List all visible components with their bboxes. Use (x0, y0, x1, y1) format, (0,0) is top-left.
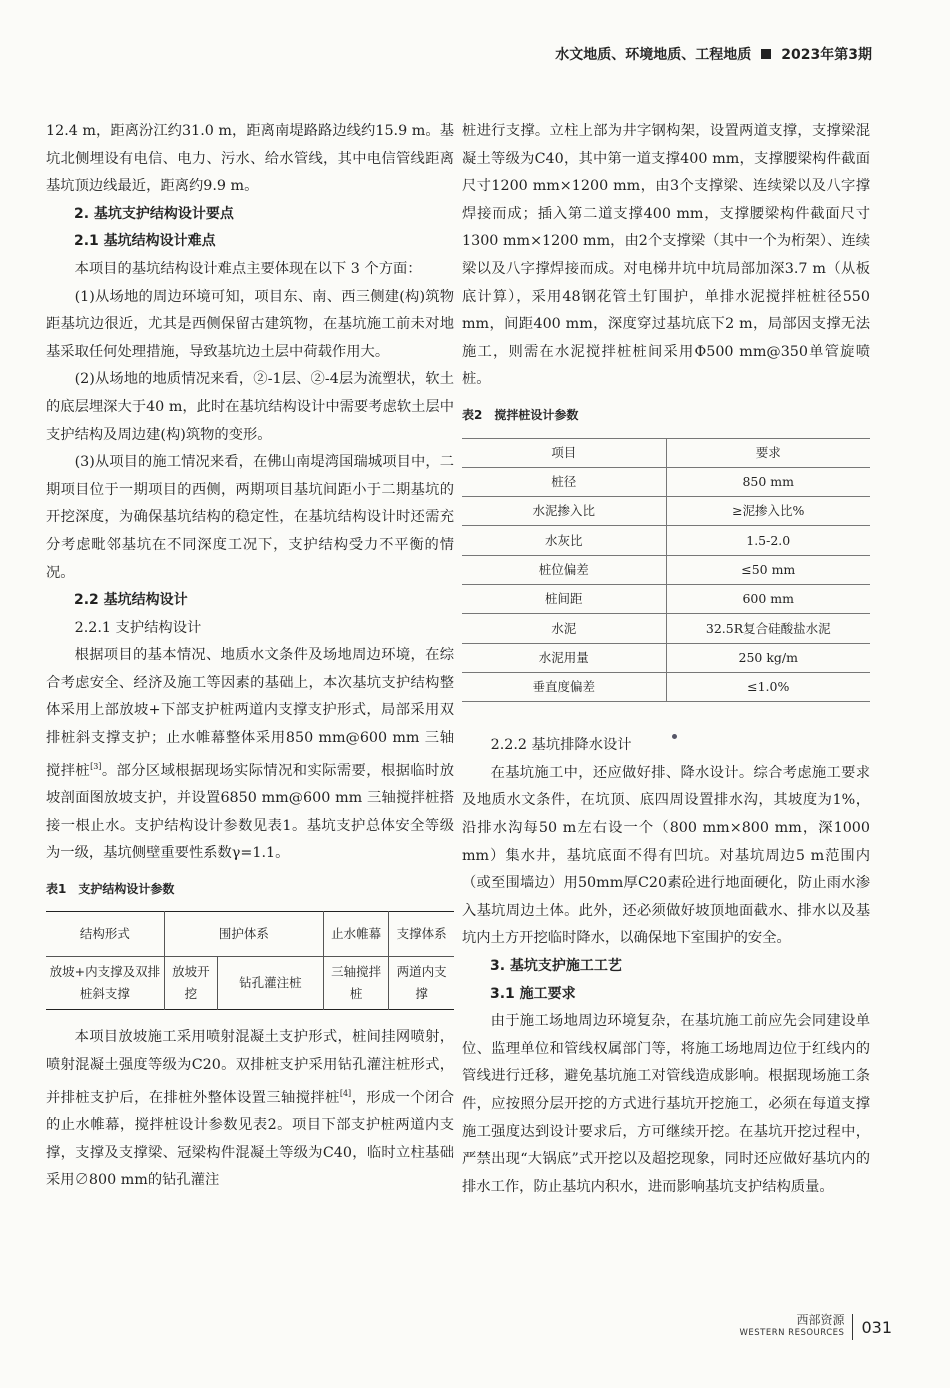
table-cell: 钻孔灌注桩 (217, 957, 323, 1010)
table-row: 水泥 32.5R复合硅酸盐水泥 (462, 614, 870, 643)
speck-mark (672, 734, 677, 739)
table-cell: 放坡开挖 (164, 957, 217, 1010)
paragraph: 本项目放坡施工采用喷射混凝土支护形式，桩间挂网喷射，喷射混凝土强度等级为C20。双排桩支护采用钻孔灌注桩形式，并排桩支护后，在排桩外整体设置三轴搅拌桩[4]，形成一个闭合的止水帷幕，搅拌桩设计参数见表2。项目下部支护桩两道内支撑，支撑及支撑梁、冠梁构件混凝土等级为C40，临时立柱基础采用∅800 mm的钻孔灌注 (46, 1029, 455, 1189)
table-header-cell: 围护体系 (164, 912, 323, 957)
page-footer (739, 1314, 892, 1340)
table-row: 桩间距 600 mm (462, 585, 870, 614)
brand-en: WESTERN RESOURCES (739, 1328, 845, 1338)
table-row: 桩径 850 mm (462, 467, 870, 496)
subsubsection-heading: 2.2.1 支护结构设计 (74, 619, 202, 636)
paragraph: 在基坑施工中，还应做好排、降水设计。综合考虑施工要求及地质水文条件，在坑顶、底四周设置排水沟，其坡度为1%，沿排水沟每50 m左右设一个（800 mm×800 mm，深1000 mm）集水井，基坑底面不得有凹坑。对基坑周边5 m范围内（或至围墙边）用50mm厚C20素砼进行地面硬化，防止雨水渗入基坑周边土体。此外，还必须做好坡顶地面截水、排水以及基坑内土方开挖临时降水，以确保地下室围护的安全。 (462, 764, 870, 947)
divider (852, 1314, 853, 1340)
paragraph: 桩进行支撑。立柱上部为井字钢构架，设置两道支撑，支撑梁混凝土等级为C40，其中第一道支撑400 mm，支撑腰梁构件截面尺寸1200 mm×1200 mm，由3个支撑梁、连续梁以及八字撑焊接而成；插入第二道支撑400 mm，支撑腰梁构件截面尺寸1300 mm×1200 mm，由2个支撑梁（其中一个为桁架）、连续梁以及八字撑焊接而成。对电梯井坑中坑局部加深3.7 m（从板底计算），采用48钢花管土钉围护，单排水泥搅拌桩桩径550 mm，间距400 mm，深度穿过基坑底下2 m，局部因支撑无法施工，则需在水泥搅拌桩桩间采用Φ500 mm@350单管旋喷桩。 (462, 123, 870, 388)
left-column (46, 118, 454, 1195)
citation-ref[interactable]: [3] (90, 761, 102, 771)
table-row: 水泥掺入比 ≥泥掺入比% (462, 497, 870, 526)
citation-ref[interactable]: [4] (339, 1088, 352, 1098)
paragraph: 12.4 m，距离汾江约31.0 m，距离南堤路路边线约15.9 m。基坑北侧埋设有电信、电力、污水、给水管线，其中电信管线距离基坑顶边线最近，距离约9.9 m。 (46, 123, 454, 195)
journal-section: 水文地质、环境地质、工程地质 (555, 47, 752, 63)
table-header-cell: 项目 (462, 438, 666, 467)
paragraph: 根据项目的基本情况、地质水文条件及场地周边环境，在综合考虑安全、经济及施工等因素的基础上，本次基坑支护结构整体采用上部放坡+下部支护桩两道内支撑支护形式，局部采用双排桩斜支撑支护；止水帷幕整体采用850 mm@600 mm 三轴搅拌桩[3]。部分区域根据现场实际情况和实际需要，根据临时放坡剖面图放坡支护，并设置6850 mm@600 mm 三轴搅拌桩搭接一根止水。支护结构设计参数见表1。基坑支护总体安全等级为一级，基坑侧壁重要性系数γ=1.1。 (46, 647, 455, 862)
square-bullet-icon (761, 49, 771, 59)
table-header-cell: 支撑体系 (389, 912, 454, 957)
paragraph: 本项目的基坑结构设计难点主要体现在以下 3 个方面： (74, 260, 422, 277)
table-cell: 三轴搅拌桩 (323, 957, 388, 1010)
table-header-cell: 结构形式 (46, 912, 164, 957)
table-cell: 两道内支撑 (389, 957, 454, 1010)
table-row: 水灰比 1.5-2.0 (462, 526, 870, 555)
subsection-heading: 2.2 基坑结构设计 (74, 592, 188, 609)
paragraph: (3)从项目的施工情况来看，在佛山南堤湾国瑞城项目中，二期项目位于一期项目的西侧，两期项目基坑间距小于二期基坑的开挖深度，为确保基坑结构的稳定性，在基坑结构设计时还需充分考虑毗邻基坑在不同深度工况下，支护结构受力不平衡的情况。 (46, 454, 454, 581)
section-heading: 2. 基坑支护结构设计要点 (74, 205, 234, 222)
table1 (46, 911, 454, 1010)
table-header-cell: 要求 (666, 438, 870, 467)
right-column (462, 118, 870, 1201)
subsection-heading: 2.1 基坑结构设计难点 (74, 233, 216, 250)
table-row: 桩位偏差 ≤50 mm (462, 555, 870, 584)
table2 (462, 438, 870, 703)
subsection-heading: 3.1 施工要求 (490, 985, 576, 1002)
page-number: 031 (861, 1317, 892, 1337)
table2-caption: 表2 搅拌桩设计参数 (462, 407, 579, 422)
section-heading: 3. 基坑支护施工工艺 (490, 957, 622, 974)
brand-cn: 西部资源 (796, 1313, 845, 1327)
running-header (555, 44, 872, 64)
journal-brand (739, 1314, 844, 1340)
table1-caption: 表1 支护结构设计参数 (46, 881, 175, 896)
issue-label: 2023年第3期 (781, 47, 872, 63)
table-header-cell: 止水帷幕 (323, 912, 388, 957)
paragraph: (2)从场地的地质情况来看，②-1层、②-4层为流塑状，软土的底层埋深大于40 m，此时在基坑结构设计中需要考虑软土层中支护结构及周边建(构)筑物的变形。 (46, 371, 455, 443)
table-cell: 放坡+内支撑及双排桩斜支撑 (46, 957, 164, 1010)
table-row: 水泥用量 250 kg/m (462, 643, 870, 672)
table-row: 垂直度偏差 ≤1.0% (462, 672, 870, 701)
paragraph: 由于施工场地周边环境复杂，在基坑施工前应先会同建设单位、监理单位和管线权属部门等，将施工场地周边位于红线内的管线进行迁移，避免基坑施工对管线造成影响。根据现场施工条件，应按照分层开挖的方式进行基坑开挖施工，必须在每道支撑施工强度达到设计要求后，方可继续开挖。在基坑开挖过程中，严禁出现“大锅底”式开挖以及超挖现象，同时还应做好基坑内的排水工作，防止基坑内积水，进而影响基坑支护结构质量。 (462, 1013, 870, 1195)
subsubsection-heading: 2.2.2 基坑排降水设计 (490, 737, 632, 754)
paragraph: (1)从场地的周边环境可知，项目东、南、西三侧建(构)筑物距基坑边很近，尤其是西侧保留古建筑物，在基坑施工前未对地基采取任何处理措施，导致基坑边土层中荷载作用大。 (46, 288, 454, 360)
